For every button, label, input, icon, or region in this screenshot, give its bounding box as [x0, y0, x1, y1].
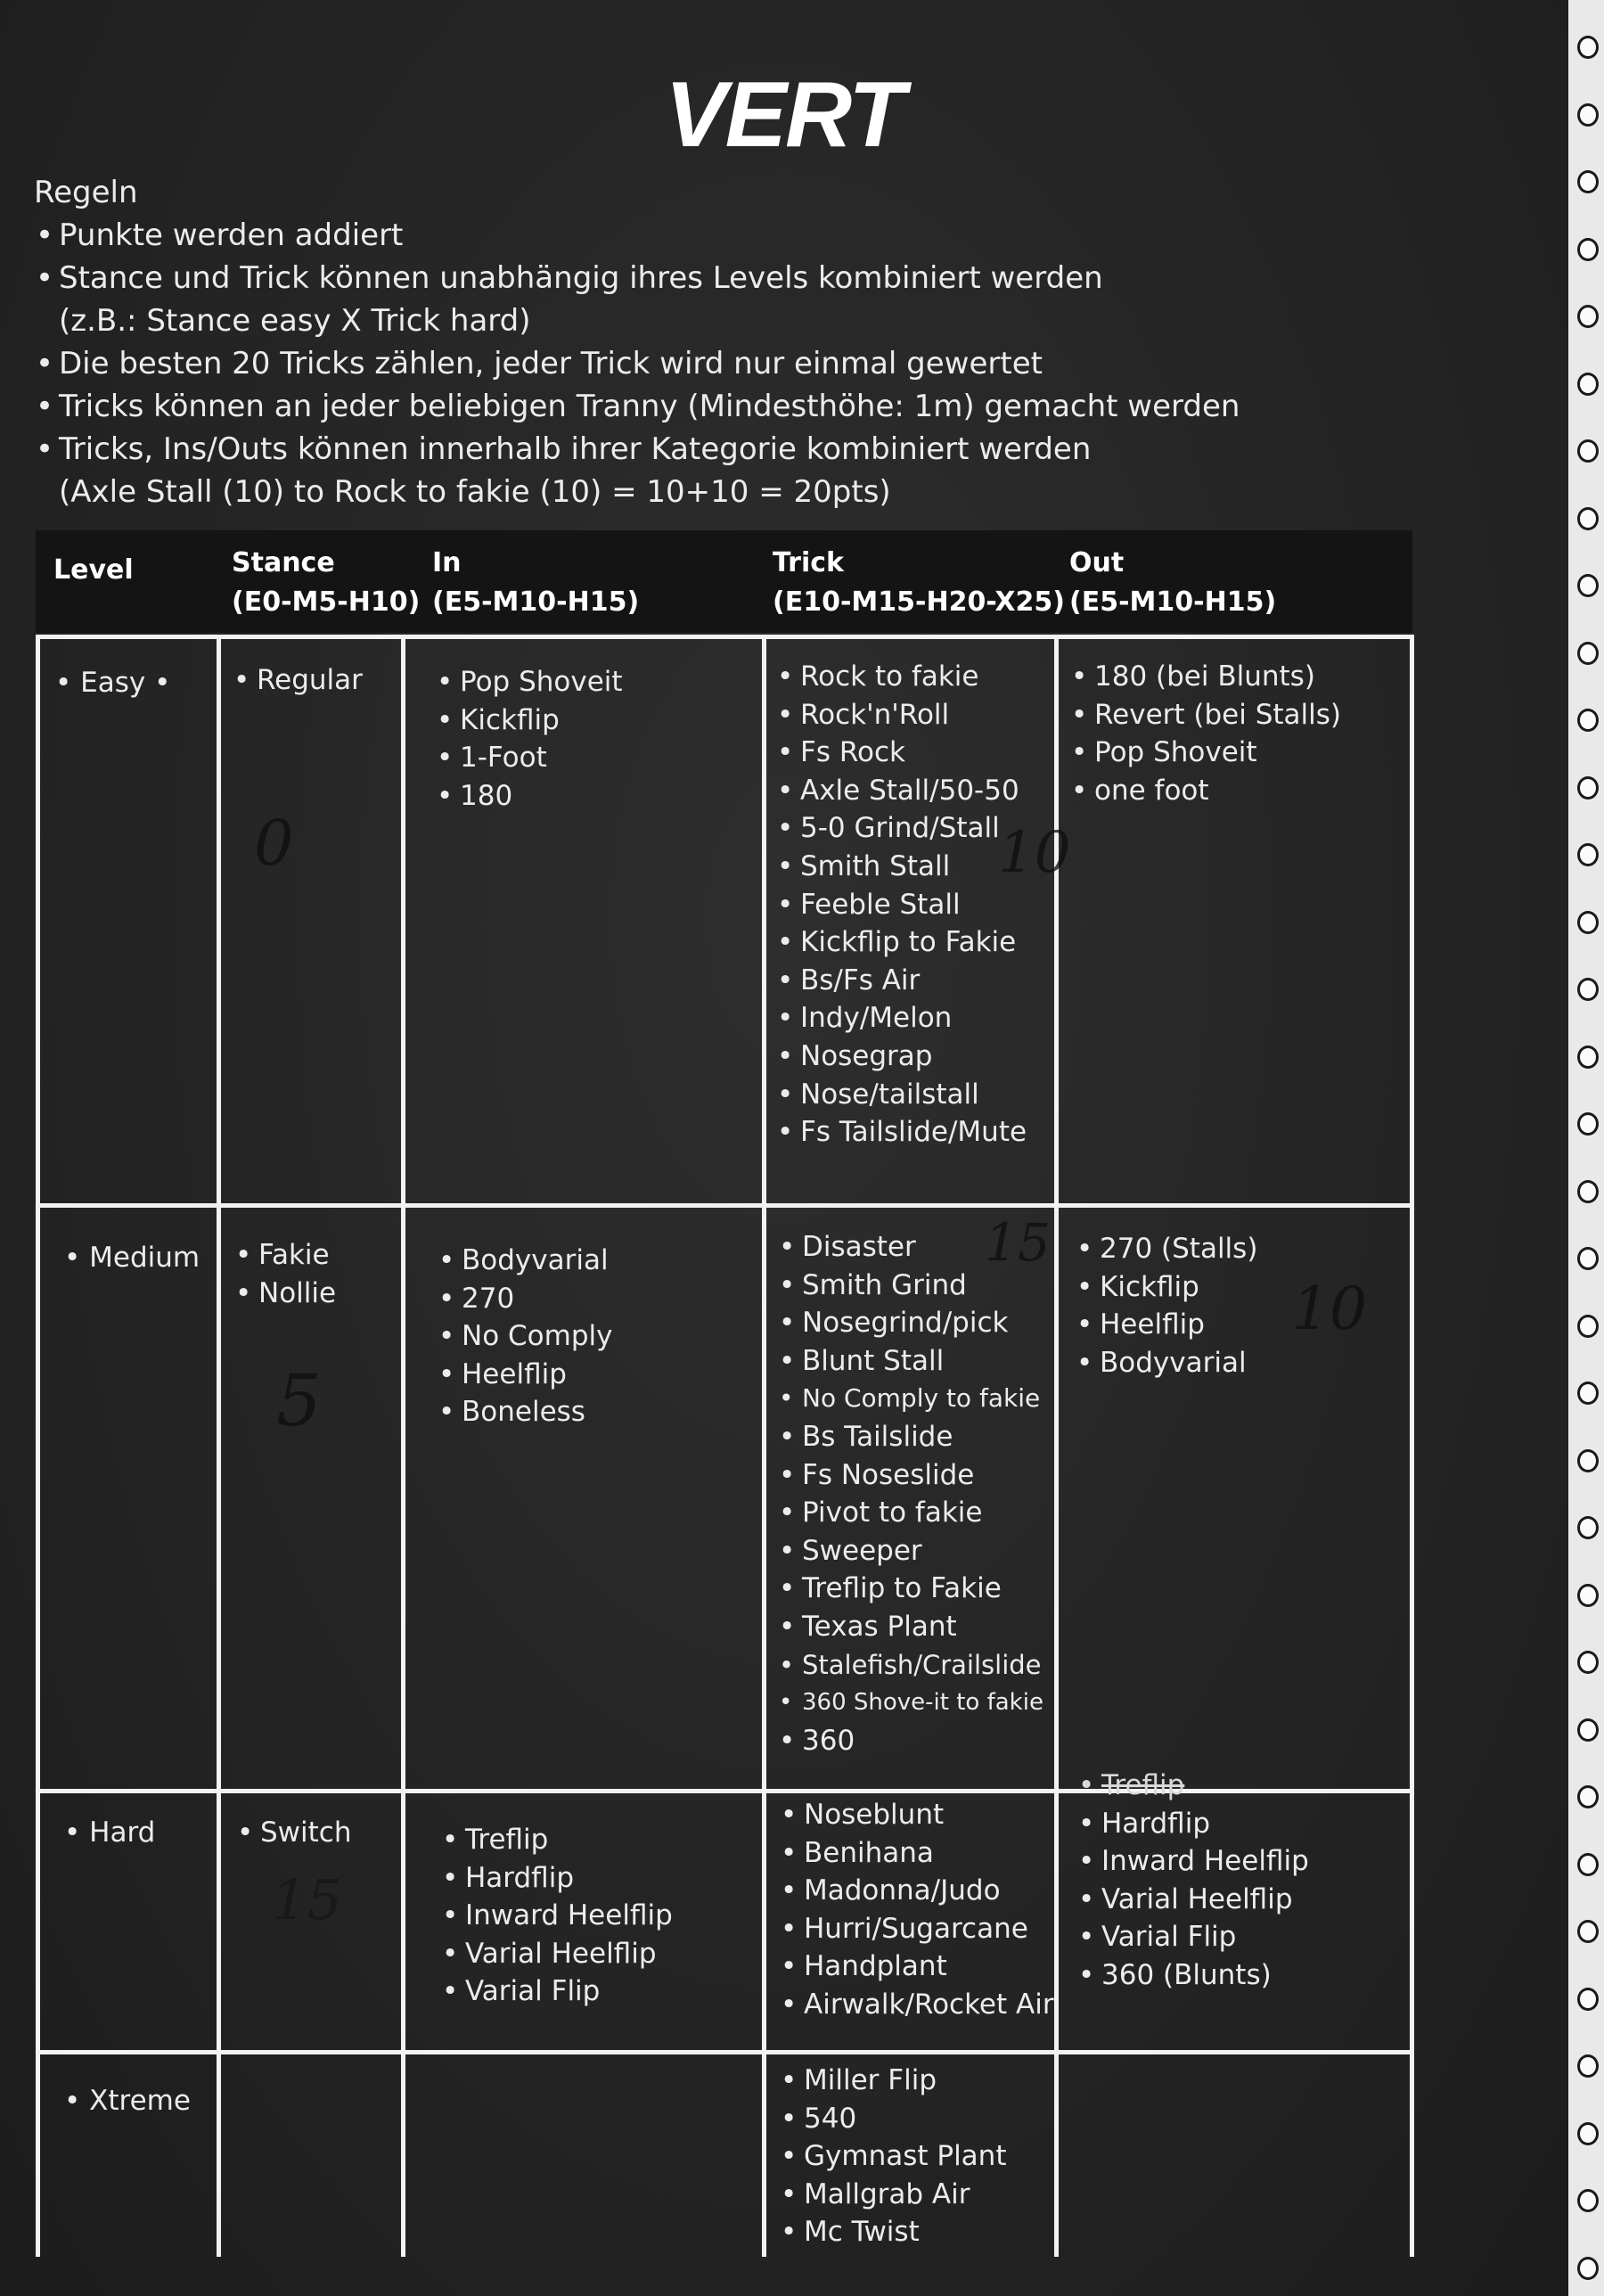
binding-ring: [1577, 2189, 1599, 2212]
handwritten-score: 15: [985, 1212, 1051, 1273]
level-medium: • Medium: [64, 1242, 200, 1274]
binding-ring: [1577, 642, 1599, 665]
list-item: • 1-Foot: [437, 739, 623, 777]
stance-hard: [237, 1814, 352, 1852]
list-item: • Mc Twist: [781, 2213, 1006, 2251]
list-item: • Sweeper: [779, 1532, 1043, 1570]
binding-ring: [1577, 1785, 1599, 1808]
rule-item: • Die besten 20 Tricks zählen, jeder Trick wird nur einmal gewertet: [34, 342, 1240, 385]
list-item: • Nosegrind/pick: [779, 1304, 1043, 1342]
handwritten-score: 0: [254, 807, 294, 880]
list-item: • Kickflip: [1076, 1268, 1257, 1307]
list-item: • Boneless: [438, 1393, 612, 1431]
list-item: • Pivot to fakie: [779, 1494, 1043, 1532]
binding-ring: [1577, 1315, 1599, 1338]
list-item: • Varial Heelflip: [1078, 1881, 1309, 1919]
list-item: • Fs Rock: [777, 734, 1027, 772]
grid-line: [36, 2050, 1414, 2054]
page-title: VERT: [665, 63, 904, 167]
list-item: • Rock'n'Roll: [777, 696, 1027, 734]
binding-ring: [1577, 1180, 1599, 1203]
grid-line: [217, 635, 221, 2257]
list-item: • Heelflip: [438, 1356, 612, 1394]
list-item: • Smith Grind: [779, 1267, 1043, 1305]
list-item: • Noseblunt: [781, 1796, 1054, 1834]
list-item: • 5-0 Grind/Stall: [777, 809, 1027, 848]
list-item: • Varial Heelflip: [442, 1935, 673, 1973]
list-item: • Bs Tailslide: [779, 1418, 1043, 1456]
header-trick-points: (E10-M15-H20-X25): [773, 586, 1065, 618]
grid-line: [36, 635, 40, 2257]
list-item: • Fs Noseslide: [779, 1456, 1043, 1495]
grid-line: [762, 635, 766, 2257]
list-item: • Fakie: [235, 1236, 336, 1275]
in-hard: [442, 1821, 673, 2011]
list-item: • 360 Shove-it to fakie: [779, 1684, 1043, 1722]
list-item: • Switch: [237, 1814, 352, 1852]
list-item: • Smith Stall: [777, 848, 1027, 886]
list-item: • Pop Shoveit: [1071, 734, 1341, 772]
in-easy: [437, 663, 623, 815]
binding-ring: [1577, 1853, 1599, 1876]
grid-line: [401, 635, 405, 2257]
binding-ring: [1577, 373, 1599, 396]
list-item: • Pop Shoveit: [437, 663, 623, 701]
list-item: • Treflip: [442, 1821, 673, 1859]
level-easy: • Easy •: [55, 667, 171, 699]
list-item: • Airwalk/Rocket Air: [781, 1986, 1054, 2024]
binding-ring: [1577, 1112, 1599, 1136]
out-easy: [1071, 658, 1341, 809]
list-item: • 540: [781, 2100, 1006, 2138]
binding-ring: [1577, 170, 1599, 193]
list-item: • Madonna/Judo: [781, 1872, 1054, 1910]
binding-ring: [1577, 1449, 1599, 1472]
header-stance-points: (E0-M5-H10): [232, 586, 421, 618]
binding-ring: [1577, 1247, 1599, 1270]
list-item: • Varial Flip: [442, 1972, 673, 2011]
list-item: • Bodyvarial: [1076, 1344, 1257, 1382]
binding-ring: [1577, 439, 1599, 463]
list-item: • Hardflip: [442, 1859, 673, 1898]
list-item: • Texas Plant: [779, 1608, 1043, 1646]
binding-ring: [1577, 1046, 1599, 1069]
list-item: • Bs/Fs Air: [777, 962, 1027, 1000]
list-item: • Kickflip: [437, 701, 623, 740]
binding-ring: [1577, 305, 1599, 328]
list-item: • Indy/Melon: [777, 999, 1027, 1037]
binding-ring: [1577, 36, 1599, 59]
binding-ring: [1577, 911, 1599, 934]
list-item: • one foot: [1071, 772, 1341, 810]
list-item: • 360 (Blunts): [1078, 1956, 1309, 1995]
list-item: • Kickflip to Fakie: [777, 923, 1027, 962]
header-trick: [773, 544, 1065, 622]
trick-hard: [781, 1796, 1054, 2024]
list-item: • Feeble Stall: [777, 886, 1027, 924]
list-item: • Varial Flip: [1078, 1918, 1309, 1956]
spiral-binding: [1568, 0, 1604, 2296]
grid-line: [1410, 635, 1414, 2257]
list-item: • Inward Heelflip: [1078, 1842, 1309, 1881]
binding-ring: [1577, 1920, 1599, 1943]
list-item: • Bodyvarial: [438, 1242, 612, 1280]
list-item: • No Comply to fakie: [779, 1380, 1043, 1418]
header-out-points: (E5-M10-H15): [1069, 586, 1277, 618]
trick-xtreme: [781, 2062, 1006, 2251]
handwritten-score: 5: [276, 1359, 322, 1442]
list-item: • Nosegrap: [777, 1037, 1027, 1076]
list-item: • Hurri/Sugarcane: [781, 1910, 1054, 1948]
binding-ring: [1577, 843, 1599, 866]
list-item: • Mallgrab Air: [781, 2176, 1006, 2214]
list-item: • Handplant: [781, 1948, 1054, 1986]
out-medium: [1076, 1230, 1257, 1382]
rules-list: [34, 214, 1240, 513]
binding-ring: [1577, 1584, 1599, 1607]
handwritten-score: 10: [1292, 1275, 1367, 1343]
header-stance: [232, 544, 420, 622]
header-in-points: (E5-M10-H15): [432, 586, 640, 618]
level-hard: • Hard: [64, 1816, 156, 1849]
binding-ring: [1577, 978, 1599, 1001]
list-item: • Stalefish/Crailslide: [779, 1646, 1043, 1685]
list-item: • Fs Tailslide/Mute: [777, 1113, 1027, 1152]
list-item: • Heelflip: [1076, 1306, 1257, 1344]
list-item: • Inward Heelflip: [442, 1897, 673, 1935]
binding-ring: [1577, 1382, 1599, 1405]
binding-ring: [1577, 103, 1599, 127]
out-hard: [1078, 1767, 1309, 1995]
header-stance-label: Stance: [232, 547, 335, 578]
grid-line: [36, 1203, 1414, 1208]
list-item: • 270: [438, 1280, 612, 1318]
list-item: • Regular: [233, 661, 363, 700]
binding-ring: [1577, 2122, 1599, 2145]
rule-item: • Punkte werden addiert: [34, 214, 1240, 257]
binding-ring: [1577, 1516, 1599, 1539]
header-level: Level: [53, 554, 134, 586]
binding-ring: [1577, 709, 1599, 732]
handwritten-score: 10: [998, 820, 1071, 886]
rule-item-continuation: (z.B.: Stance easy X Trick hard): [59, 303, 531, 339]
rule-item: • Stance und Trick können unabhängig ihres Levels kombiniert werden: [34, 257, 1240, 299]
list-item: • Benihana: [781, 1834, 1054, 1873]
trick-medium: [779, 1228, 1043, 1759]
stance-easy: [233, 661, 363, 700]
list-item: • Nose/tailstall: [777, 1076, 1027, 1114]
binding-ring: [1577, 1988, 1599, 2011]
list-item: • Revert (bei Stalls): [1071, 696, 1341, 734]
rules-heading: Regeln: [34, 175, 138, 210]
header-in: [432, 544, 639, 622]
rule-item: • Tricks, Ins/Outs können innerhalb ihrer Kategorie kombiniert werden: [34, 428, 1240, 471]
list-item: • Axle Stall/50-50: [777, 772, 1027, 810]
header-trick-label: Trick: [773, 547, 844, 578]
binding-ring: [1577, 507, 1599, 530]
list-item: • No Comply: [438, 1317, 612, 1356]
rule-item-continuation: (Axle Stall (10) to Rock to fakie (10) = 10+10 = 20pts): [59, 474, 891, 510]
binding-ring: [1577, 2257, 1599, 2280]
binding-ring: [1577, 1718, 1599, 1742]
list-item: • Treflip to Fakie: [779, 1570, 1043, 1608]
header-out: [1069, 544, 1276, 622]
stance-medium: [235, 1236, 336, 1312]
list-item: • 270 (Stalls): [1076, 1230, 1257, 1268]
list-item: • 180 (bei Blunts): [1071, 658, 1341, 696]
list-item: • Rock to fakie: [777, 658, 1027, 696]
rules-section: [34, 171, 1240, 513]
binding-ring: [1577, 776, 1599, 800]
header-out-label: Out: [1069, 547, 1125, 578]
list-item-struck: • Treflip: [1078, 1767, 1309, 1805]
in-medium: [438, 1242, 612, 1431]
binding-ring: [1577, 574, 1599, 597]
list-item: • 360: [779, 1722, 1043, 1760]
handwritten-score: 15: [272, 1867, 342, 1932]
list-item: • Blunt Stall: [779, 1342, 1043, 1381]
list-item: • Disaster: [779, 1228, 1043, 1267]
trick-easy: [777, 658, 1027, 1152]
binding-ring: [1577, 2054, 1599, 2078]
list-item: • Nollie: [235, 1275, 336, 1313]
list-item: • 180: [437, 777, 623, 816]
list-item: • Hardflip: [1078, 1805, 1309, 1843]
binding-ring: [1577, 238, 1599, 261]
list-item: • Miller Flip: [781, 2062, 1006, 2100]
grid-line: [36, 635, 1414, 639]
binding-ring: [1577, 1651, 1599, 1674]
rule-item: • Tricks können an jeder beliebigen Tranny (Mindesthöhe: 1m) gemacht werden: [34, 385, 1240, 428]
level-xtreme: • Xtreme: [64, 2085, 191, 2117]
list-item: • Gymnast Plant: [781, 2137, 1006, 2176]
header-in-label: In: [432, 547, 462, 578]
